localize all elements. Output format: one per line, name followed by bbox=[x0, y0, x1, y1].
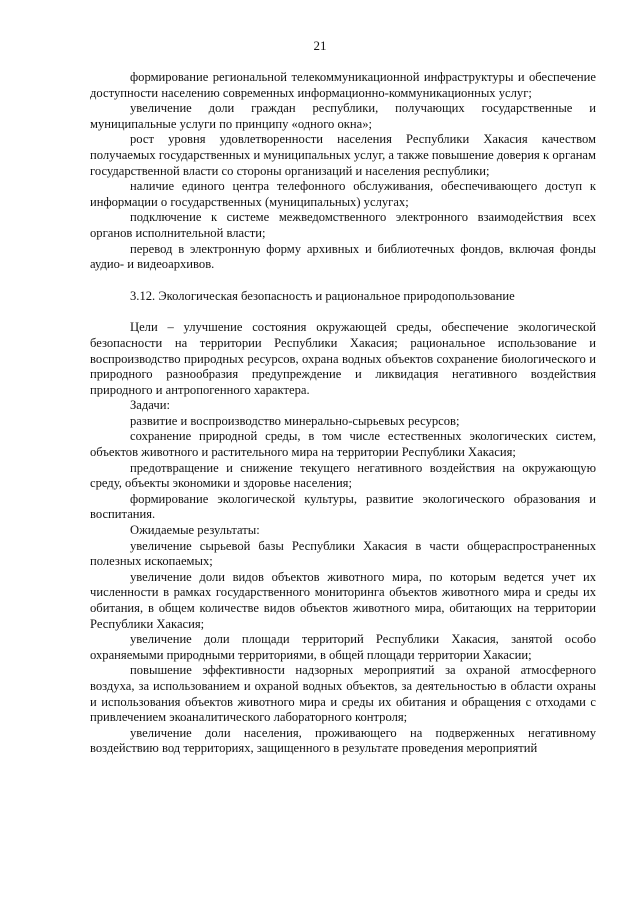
paragraph: предотвращение и снижение текущего негативного воздействия на окружающую среду, объекты экономики и здоровье населения; bbox=[90, 460, 596, 491]
paragraph: сохранение природной среды, в том числе естественных экологических систем, объектов животного и растительного мира на территории Республики Хакасия; bbox=[90, 429, 596, 460]
section-heading: 3.12. Экологическая безопасность и рациональное природопользование bbox=[130, 288, 515, 303]
paragraph: увеличение сырьевой базы Республики Хакасия в части общераспространенных полезных ископаемых; bbox=[90, 538, 596, 569]
paragraph: увеличение доли граждан республики, получающих государственные и муниципальные услуги по принципу «одного окна»; bbox=[90, 101, 596, 131]
paragraph: подключение к системе межведомственного электронного взаимодействия всех органов исполнительной власти; bbox=[90, 210, 596, 240]
paragraph: перевод в электронную форму архивных и библиотечных фондов, включая фонды аудио- и видеоархивов. bbox=[90, 241, 596, 272]
paragraph: наличие единого центра телефонного обслуживания, обеспечивающего доступ к информации о государственных (муниципальных) услугах; bbox=[90, 179, 596, 209]
paragraph: увеличение доли видов объектов животного мира, по которым ведется учет их численности в рамках государственного мониторинга объектов животного мира и среды их обитания, в общем количестве видов объектов животного мира, обитающих на территории Республики Хакасия; bbox=[90, 569, 596, 631]
page-number: 21 bbox=[313, 38, 327, 53]
paragraph: рост уровня удовлетворенности населения Республики Хакасия качеством получаемых государственных и муниципальных услуг, а также повышение доверия к органам государственной власти со стороны организаций и населения республики; bbox=[90, 132, 596, 178]
paragraph: повышение эффективности надзорных мероприятий за охраной атмосферного воздуха, за использованием и охраной водных объектов, за деятельностью в области охраны и использования объектов животного мира и среды их обитания и обращения с отходами с привлечением экоаналитического лабораторного контроля; bbox=[90, 663, 596, 725]
paragraph: увеличение доли площади территорий Республики Хакасия, занятой особо охраняемыми природными территориями, в общей площади территории Хакасии; bbox=[90, 632, 596, 662]
paragraph: увеличение доли населения, проживающего на подверженных негативному воздействию вод территориях, защищенного в результате проведения мероприятий bbox=[90, 725, 596, 756]
paragraph: развитие и воспроизводство минерально-сырьевых ресурсов; bbox=[130, 413, 460, 428]
document-body bbox=[90, 70, 596, 757]
paragraph: Цели – улучшение состояния окружающей среды, обеспечение экологической безопасности на территории Республики Хакасия; рациональное использование и воспроизводство природных ресурсов, охрана водных объектов сохранение биологического и природного разнообразия предупреждение и ликвидация негативного воздействия природного и антропогенного характера. bbox=[90, 320, 596, 397]
paragraph: Задачи: bbox=[130, 398, 170, 413]
paragraph: формирование экологической культуры, развитие экологического образования и воспитания. bbox=[90, 491, 596, 522]
paragraph: формирование региональной телекоммуникационной инфраструктуры и обеспечение доступности населению современных информационно-коммуникационных услуг; bbox=[90, 70, 596, 100]
paragraph: Ожидаемые результаты: bbox=[130, 523, 260, 538]
